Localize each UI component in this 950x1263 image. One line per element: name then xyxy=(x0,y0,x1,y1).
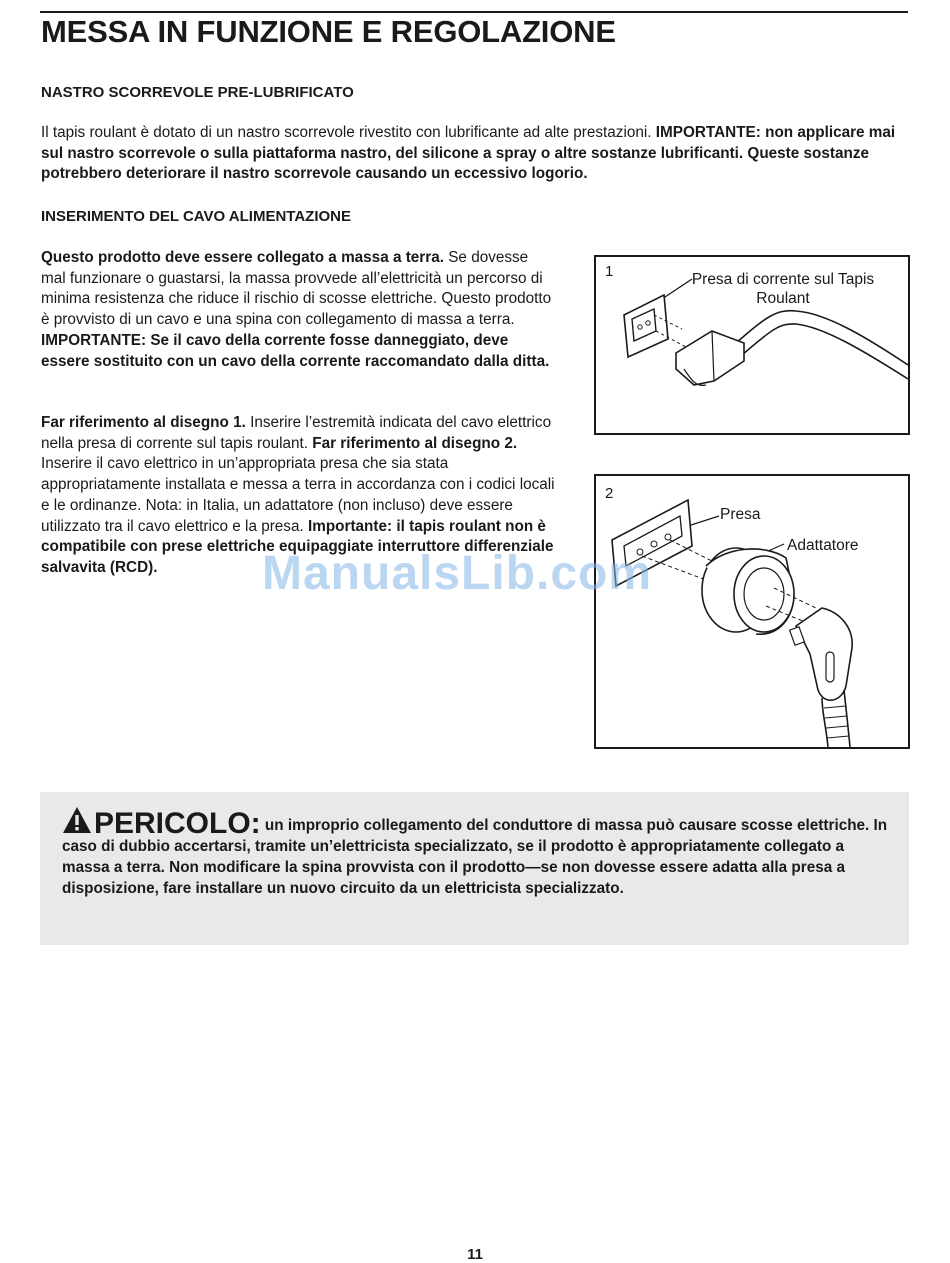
cord-instructions-text-2: Inserire il cavo elettrico in un’appropriata presa che sia stata appropriatamente installata e messa a terra in accordanza con i codici locali e le ordinanze. Nota: in Italia, un adattatore (non incluso) deve essere utilizzato tra il cavo elettrico e la presa. xyxy=(41,455,555,535)
section-heading-power-cord: INSERIMENTO DEL CAVO ALIMENTAZIONE xyxy=(41,208,352,225)
figure-2-outlet-label: Presa xyxy=(720,506,761,523)
grounding-text: Se dovesse mal funzionare o guastarsi, la massa provvede all’elettricità un percorso di minima resistenza che riduce il rischio di scosse elettriche. Questo prodotto è provvisto di un cavo e una spina con collegamento di massa a terra. xyxy=(41,249,552,329)
top-rule xyxy=(40,11,908,13)
lubricated-belt-warning: IMPORTANTE: non applicare mai sul nastro scorrevole o sulla piattaforma nastro, del silicone a spray o altre sostanze lubrificanti. Queste sostanze potrebbero deteriorare il nastro scorrevole causando un eccessivo logorio. xyxy=(41,124,896,183)
page-number: 11 xyxy=(467,1246,483,1263)
watermark: ManualsLib.com xyxy=(262,547,653,600)
figure-1-label: Presa di corrente sul Tapis Roulant xyxy=(691,271,875,307)
section-heading-lubricated-belt: NASTRO SCORREVOLE PRE-LUBRIFICATO xyxy=(41,84,354,101)
page-title: MESSA IN FUNZIONE E REGOLAZIONE xyxy=(41,14,616,49)
lubricated-belt-paragraph xyxy=(41,123,903,185)
figure-2-illustration xyxy=(596,476,908,747)
refer-drawing-2: Far riferimento al disegno 2. xyxy=(312,434,518,452)
figure-1-illustration xyxy=(596,257,908,433)
danger-word: PERICOLO: xyxy=(94,807,261,840)
figure-2-adapter-label: Adattatore xyxy=(787,537,859,554)
warning-triangle-icon xyxy=(62,806,92,834)
danger-box xyxy=(40,792,909,945)
figure-1-number: 1 xyxy=(605,263,614,280)
refer-drawing-1: Far riferimento al disegno 1. xyxy=(41,414,246,431)
figure-2-number: 2 xyxy=(605,485,614,502)
grounding-lead: Questo prodotto deve essere collegato a massa a terra. xyxy=(41,249,444,266)
cord-instructions-text-1: Inserire l’estremità indicata del cavo elettrico nella presa di corrente sul tapis roulant. xyxy=(41,414,552,452)
cord-replacement-warning: IMPORTANTE: Se il cavo della corrente fosse danneggiato, deve essere sostituito con un cavo della corrente raccomandato dalla ditta. xyxy=(41,331,550,370)
rcd-warning: Importante: il tapis roulant non è compatibile con prese elettriche equipaggiate interruttore differenziale salvavita (RCD). xyxy=(41,517,554,576)
grounding-paragraph xyxy=(41,248,556,372)
danger-text: un improprio collegamento del conduttore di massa può causare scosse elettriche. In caso di dubbio accertarsi, tramite un’elettricista specializzato, se il prodotto è appropriatamente collegato a massa a terra. Non modificare la spina provvista con il prodotto—se non dovesse essere adatta alla presa a disposizione, fare installare un nuovo circuito da un elettricista specializzato. xyxy=(62,817,888,897)
danger-paragraph xyxy=(62,806,892,899)
lubricated-belt-text: Il tapis roulant è dotato di un nastro scorrevole rivestito con lubrificante ad alte prestazioni. xyxy=(41,124,656,141)
figure-1-treadmill-outlet xyxy=(594,255,910,435)
figure-2-wall-outlet-adapter xyxy=(594,474,910,749)
